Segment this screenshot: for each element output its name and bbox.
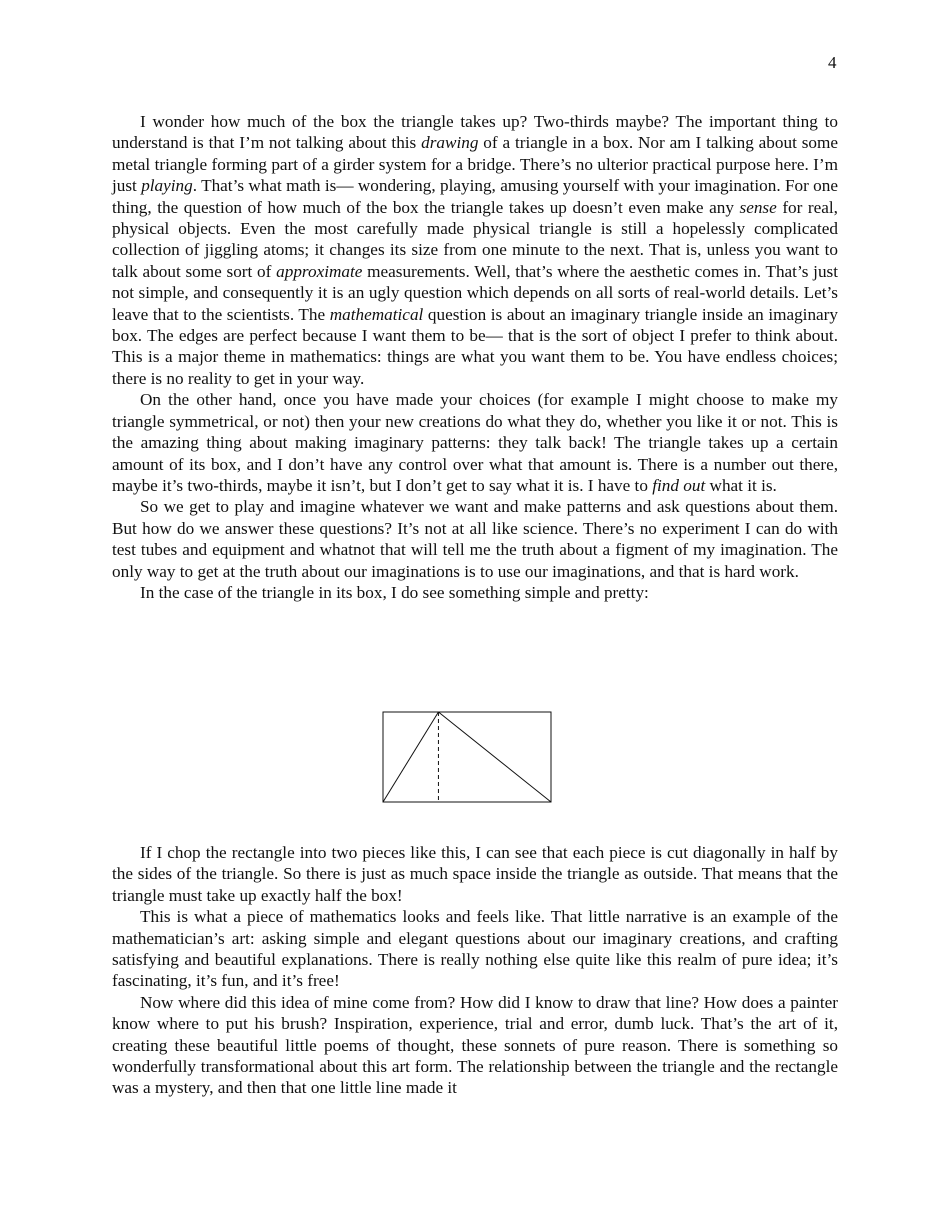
paragraph: In the case of the triangle in its box, I do see something simple and pretty: — [140, 582, 649, 602]
emphasized-word: approximate — [276, 261, 363, 281]
emphasized-word: drawing — [421, 133, 479, 153]
triangle-in-box-figure — [382, 711, 553, 804]
paragraph: So we get to play and imagine whatever we want and make patterns and ask questions about them. But how do we answer these questions? It’s not at all like science. There’s no experiment I can do with test tubes and equipment and whatnot that will tell me the truth about a figment of my imagination. The only way to get at the truth about our imaginations is to use our imaginations, and that is hard work. — [112, 497, 838, 581]
emphasized-word: sense — [739, 197, 777, 217]
paragraph: I wonder how much of the box the triangle takes up? Two-thirds maybe? The important thing to understand is that I’m not talking about this drawing of a triangle in a box. Nor am I talking about some metal triangle forming part of a girder system for a bridge. There’s no ulterior practical purpose here. I’m just playing. That’s what math is— wondering, playing, amusing yourself with your imagination. For one thing, the question of how much of the box the triangle takes up doesn’t even make any sense for real, physical objects. Even the most carefully made physical triangle is still a hopelessly complicated collection of jiggling atoms; it changes its size from one minute to the next. That is, unless you want to talk about some sort of approximate measurements. Well, that’s where the aesthetic comes in. That’s just not simple, and consequently it is an ugly question which depends on all sorts of real-world details. Let’s leave that to the scientists. The mathematical question is about an imaginary triangle inside an imaginary box. The edges are perfect because I want them to be— that is the sort of object I prefer to think about. This is a major theme in mathematics: things are what you want them to be. You have endless choices; there is no reality to get in your way. — [112, 112, 839, 388]
paragraph: This is what a piece of mathematics looks and feels like. That little narrative is an example of the mathematician’s art: asking simple and elegant questions about our imaginary creations, and crafting satisfying and beautiful explanations. There is really nothing else quite like this realm of pure idea; it’s fascinating, it’s fun, and it’s free! — [112, 907, 838, 991]
emphasized-word: mathematical — [329, 304, 424, 324]
emphasized-word: playing — [141, 176, 193, 196]
triangle-right-side — [438, 712, 551, 802]
paragraph: Now where did this idea of mine come from? How did I know to draw that line? How does a painter know where to put his brush? Inspiration, experience, trial and error, dumb luck. That’s the art of it, creating these beautiful little poems of thought, these sonnets of pure reason. There is something so wonderfully transformational about this art form. The relationship between the triangle and the rectangle was a mystery, and then that one little line made it — [112, 992, 838, 1098]
box-rectangle — [383, 712, 551, 802]
body-text-bottom — [112, 842, 838, 1099]
body-text-top — [112, 111, 838, 603]
page-number: 4 — [828, 53, 837, 72]
triangle-left-side — [383, 712, 438, 802]
paragraph: On the other hand, once you have made your choices (for example I might choose to make my triangle symmetrical, or not) then your new creations do what they do, whether you like it or not. This is the amazing thing about making imaginary patterns: they talk back! The triangle takes up a certain amount of its box, and I don’t have any control over what that amount is. There is a number out there, maybe it’s two-thirds, maybe it isn’t, but I don’t get to say what it is. I have to find out what it is. — [112, 390, 838, 495]
emphasized-word: find out — [652, 475, 706, 495]
paragraph: If I chop the rectangle into two pieces like this, I can see that each piece is cut diagonally in half by the sides of the triangle. So there is just as much space inside the triangle as outside. That means that the triangle must take up exactly half the box! — [112, 843, 838, 905]
